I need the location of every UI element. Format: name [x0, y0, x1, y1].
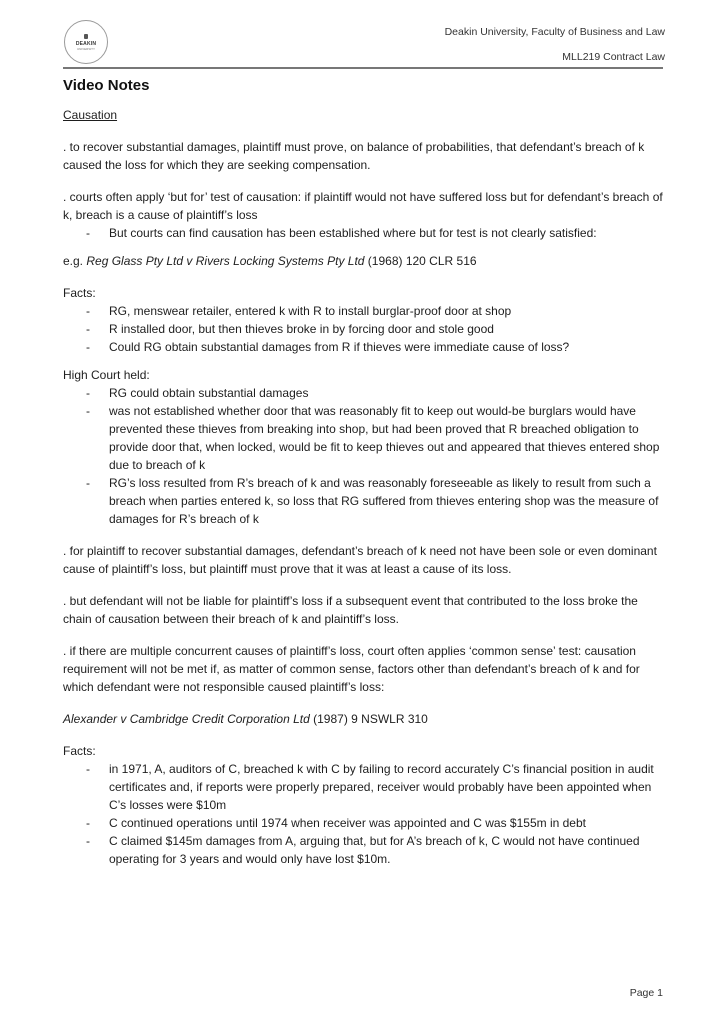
- list-item: - But courts can find causation has been established where but for test is not clearly satisfied:: [63, 224, 665, 242]
- document-body: [63, 106, 665, 868]
- facts-label: Facts:: [63, 286, 96, 300]
- held-list: [63, 384, 665, 528]
- logo-text: DEAKIN: [75, 40, 97, 47]
- bullet-list: [63, 224, 665, 242]
- case-name: Reg Glass Pty Ltd v Rivers Locking Systems Pty Ltd: [86, 254, 365, 268]
- facts-list: [63, 302, 665, 356]
- facts-label: Facts:: [63, 744, 96, 758]
- case-name: Alexander v Cambridge Credit Corporation Ltd: [63, 712, 310, 726]
- list-item: - was not established whether door that was reasonably fit to keep out would-be burglars would have prevented these thieves from breaking into shop, but had been proved that R breached obligation to provide door that, when locked, would be fit to keep thieves out and appeared that thieves entered shop due to breach of k: [63, 402, 665, 474]
- case-citation-ref: (1987) 9 NSWLR 310: [309, 712, 428, 726]
- case-prefix: e.g.: [63, 254, 87, 268]
- list-item: - RG’s loss resulted from R’s breach of k and was reasonably foreseeable as likely to result from such a breach when parties entered k, so loss that RG suffered from thieves entering shop was the measure of damages for R’s breach of k: [63, 474, 665, 528]
- logo-subtext: UNIVERSITY: [76, 46, 95, 51]
- crest-icon: [84, 34, 88, 39]
- page-number: Page 1: [629, 987, 663, 999]
- case-citation: [63, 252, 665, 270]
- paragraph: . to recover substantial damages, plaintiff must prove, on balance of probabilities, that defendant’s breach of k caused the loss for which they are seeking compensation.: [63, 140, 645, 172]
- header-institution: Deakin University, Faculty of Business and Law: [444, 26, 665, 38]
- header-course: MLL219 Contract Law: [562, 51, 665, 63]
- deakin-logo: [64, 20, 108, 64]
- section-heading: Causation: [63, 108, 118, 122]
- list-item: - RG, menswear retailer, entered k with R to install burglar-proof door at shop: [63, 302, 665, 320]
- paragraph: . if there are multiple concurrent causes of plaintiff’s loss, court often applies ‘common sense’ test: causation requirement will not be met if, as matter of common sense, factors other than defendant’s breach of k and for which defendant were not responsible caused plaintiff’s loss:: [63, 644, 640, 694]
- paragraph: . for plaintiff to recover substantial damages, defendant’s breach of k need not have been sole or even dominant cause of plaintiff’s loss, but plaintiff must prove that it was at least a cause of its loss.: [63, 544, 657, 576]
- list-item: - R installed door, but then thieves broke in by forcing door and stole good: [63, 320, 665, 338]
- paragraph: . courts often apply ‘but for’ test of causation: if plaintiff would not have suffered loss but for defendant’s breach of k, breach is a cause of plaintiff’s loss: [63, 190, 663, 222]
- list-item: - in 1971, A, auditors of C, breached k with C by failing to record accurately C’s financial position in audit certificates and, if reports were properly prepared, receiver would probably have been appointed when C’s losses were $10m: [63, 760, 665, 814]
- case-citation-ref: (1968) 120 CLR 516: [364, 254, 477, 268]
- list-item: - Could RG obtain substantial damages from R if thieves were immediate cause of loss?: [63, 338, 665, 356]
- page-title: Video Notes: [63, 77, 150, 94]
- held-label: High Court held:: [63, 368, 150, 382]
- list-item: - C continued operations until 1974 when receiver was appointed and C was $155m in debt: [63, 814, 665, 832]
- header-divider: [63, 67, 663, 69]
- list-item: - RG could obtain substantial damages: [63, 384, 665, 402]
- case-citation: [63, 710, 665, 728]
- list-item: - C claimed $145m damages from A, arguing that, but for A’s breach of k, C would not have continued operating for 3 years and would only have lost $10m.: [63, 832, 665, 868]
- paragraph: . but defendant will not be liable for plaintiff’s loss if a subsequent event that contributed to the loss broke the chain of causation between their breach of k and plaintiff’s loss.: [63, 594, 638, 626]
- facts-list: [63, 760, 665, 868]
